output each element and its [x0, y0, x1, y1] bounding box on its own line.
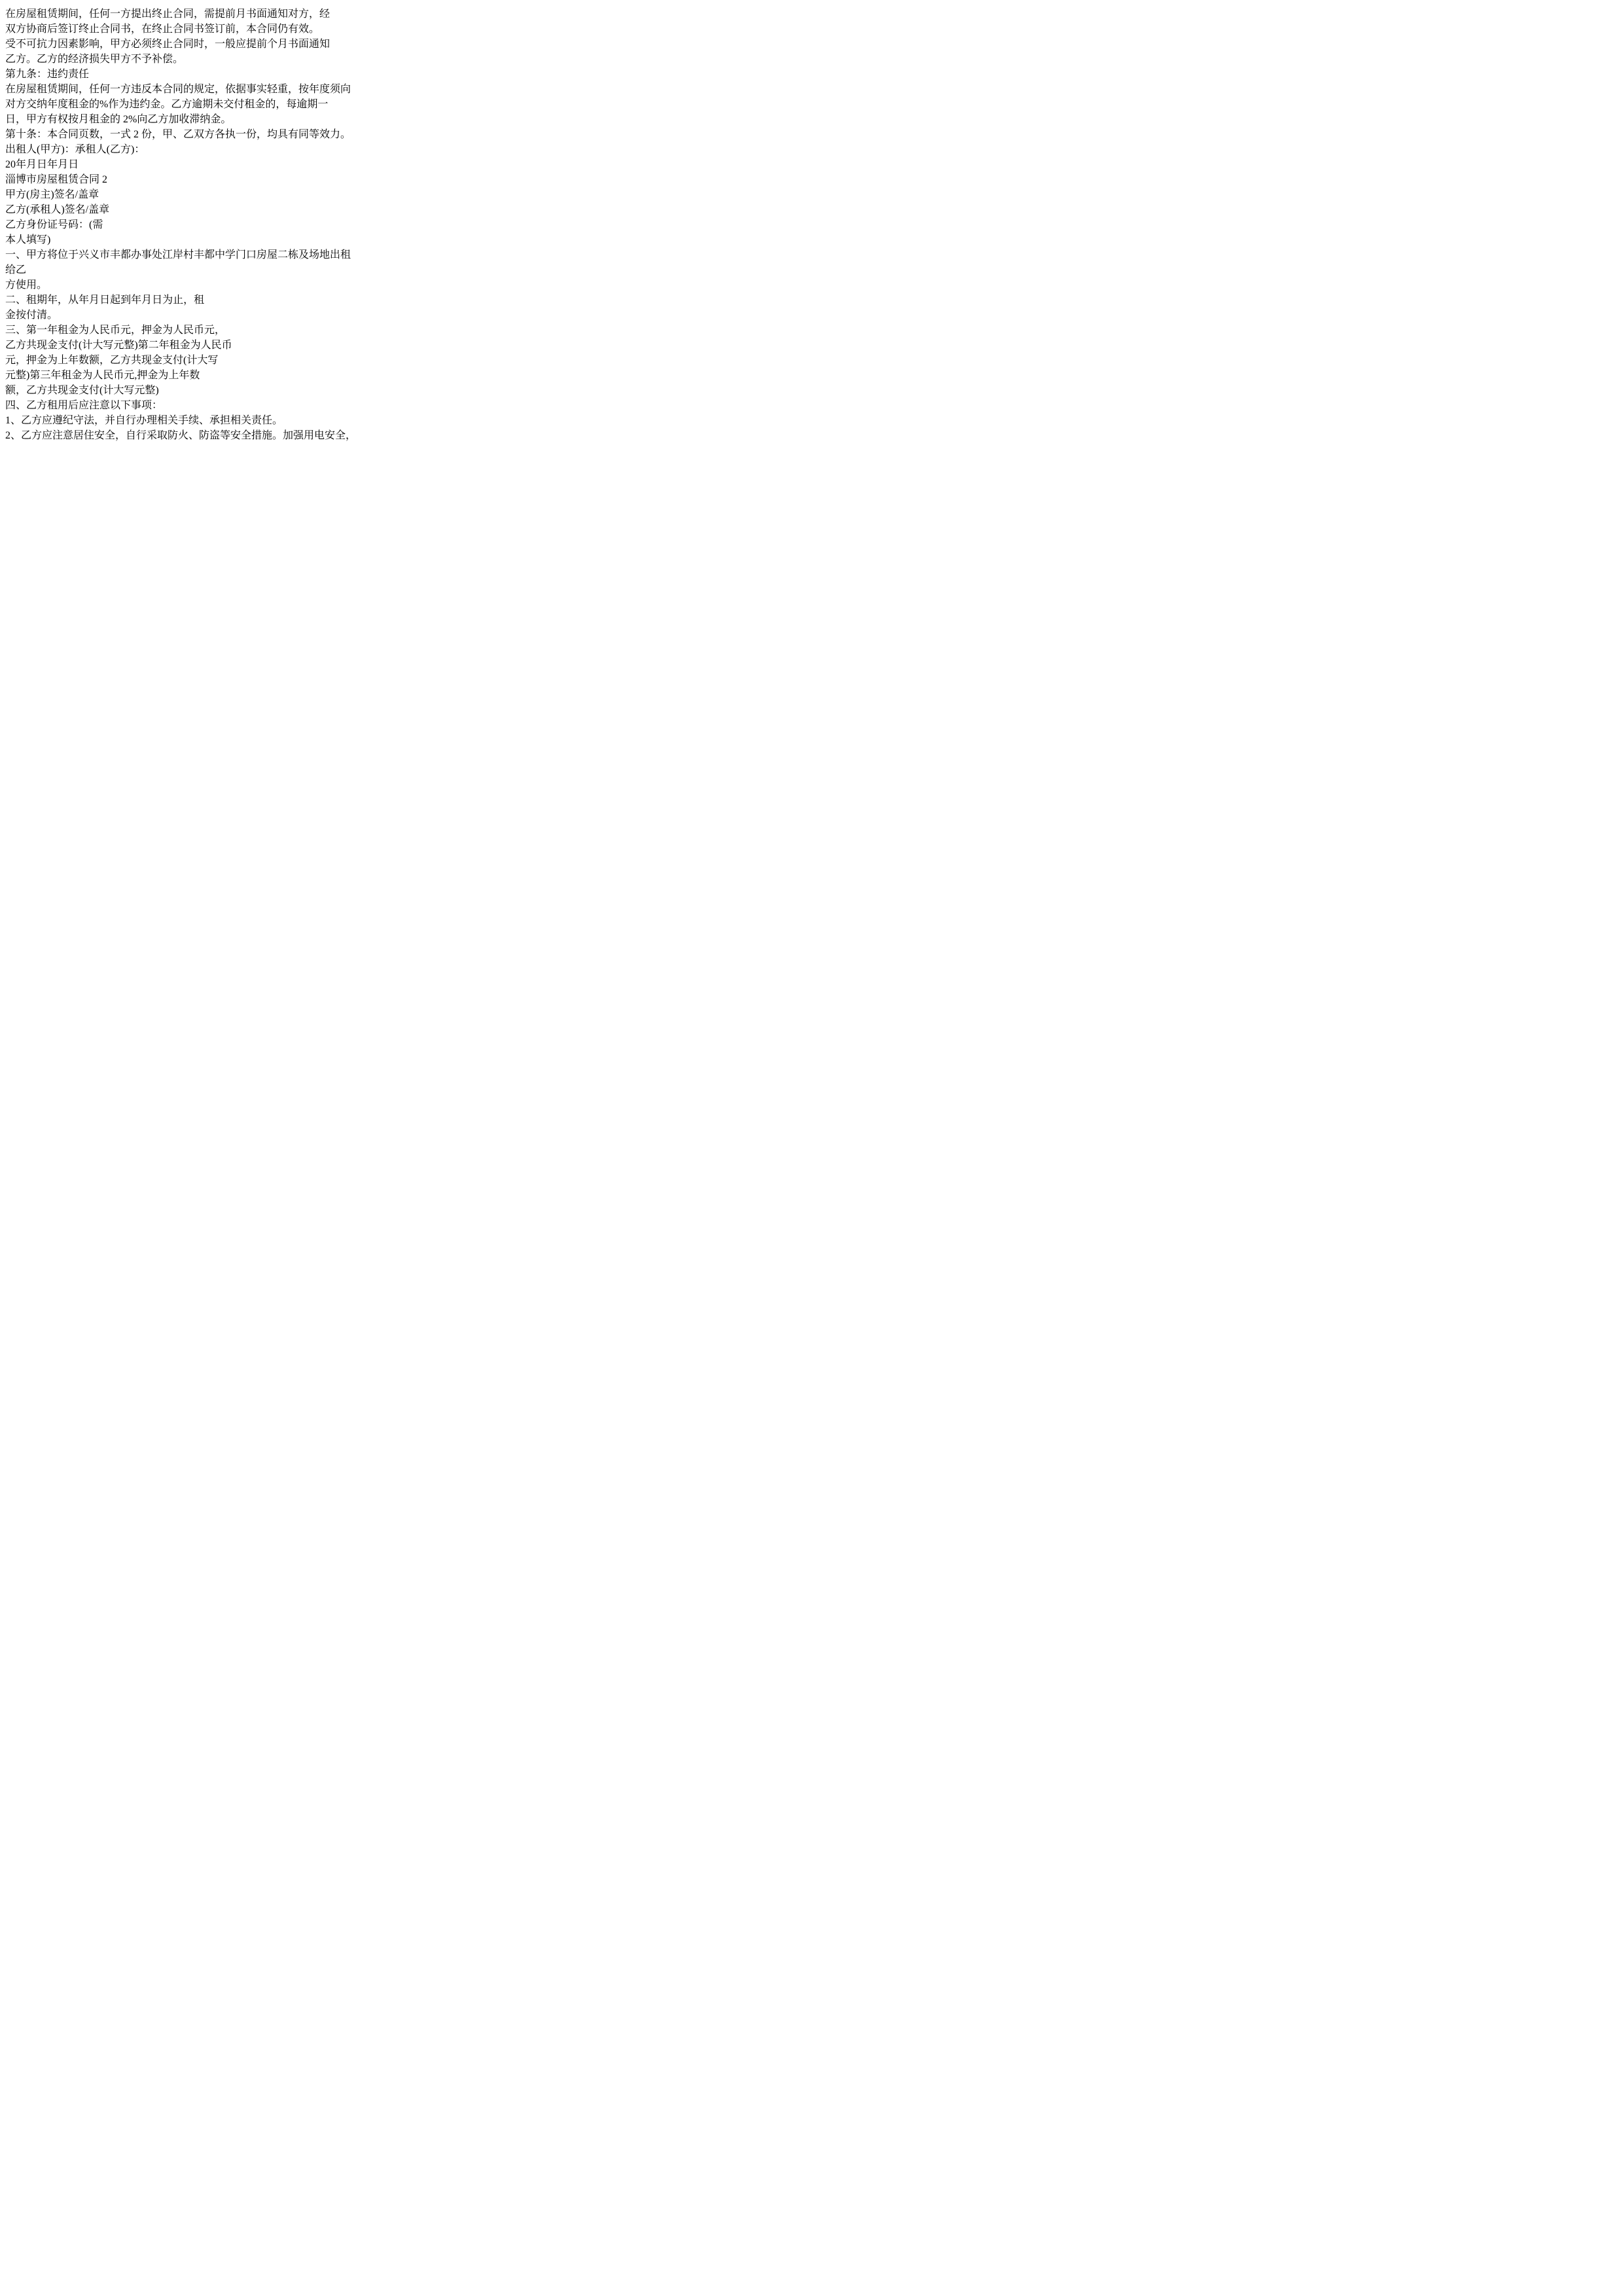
item3-line-1 [5, 321, 1618, 336]
termination-notice-line [5, 5, 1618, 20]
text: 日为止，租 [152, 295, 205, 306]
article10: 第十条：本合同页数，一式 2 份，甲、乙双方各执一份，均具有同等效力。 [5, 129, 351, 140]
id-number-line [5, 216, 1618, 231]
text: 年，从 [47, 295, 79, 306]
text: 日 [37, 159, 48, 170]
force-majeure-line-2: 乙方。乙方的经济损失甲方不予补偿。 [5, 54, 184, 65]
item2-line [5, 291, 1618, 306]
text: 月 [58, 159, 69, 170]
text: 在房屋租赁期间，任何一方提出终止合同，需提前 [5, 9, 236, 20]
contract2-title: 淄博市房屋租赁合同 2 [5, 174, 108, 185]
text: 元整)第二年租金为人民币 [113, 340, 232, 351]
text: 签名/盖章 [64, 204, 110, 215]
text: 日起到 [99, 295, 132, 306]
contract-page [5, 5, 1618, 442]
item3-line-5 [5, 382, 1618, 397]
item4-1: 1、乙方应遵纪守法，并自行办理相关手续、承担相关责任。 [5, 415, 283, 426]
text: 个月书面通知 [267, 39, 330, 50]
article9-line-3: 日，甲方有权按月租金的 2%向乙方加收滞纳金。 [5, 114, 232, 125]
text: 月 [141, 295, 152, 306]
text: 乙方共现金支付(计大写 [5, 340, 114, 351]
text: 日 [68, 159, 79, 170]
text: 对方交纳年度租金的 [5, 99, 100, 110]
text: 二、租期 [5, 295, 48, 306]
text: 乙方身份证号码： [5, 219, 90, 230]
party-a-line [5, 186, 1618, 201]
item1-line-3: 方使用。 [5, 279, 48, 291]
force-majeure-line [5, 35, 1618, 50]
item4-title: 四、乙方租用后应注意以下事项： [5, 400, 163, 411]
signatories: 出租人(甲方)：承租人(乙方)： [5, 144, 145, 155]
text: (需 [89, 219, 103, 230]
text: 年 [16, 159, 27, 170]
text: 三、第一年租金为人民币 [5, 325, 121, 336]
text: 元，押金为人民币 [120, 325, 205, 336]
text: 年 [47, 159, 58, 170]
text: 20 [5, 159, 16, 170]
text: 月 [89, 295, 100, 306]
item1-line-1: 一、甲方将位于兴义市丰都办事处江岸村丰都中学门口房屋二栋及场地出租 [5, 249, 351, 260]
text: 乙方(承租人) [5, 204, 65, 215]
party-b-line [5, 201, 1618, 216]
text: 元， [204, 325, 226, 336]
text: 受不可抗力因素影响，甲方必须终止合同时，一般应提前 [5, 39, 268, 50]
text: 元整)第三年租金为人民币 [5, 370, 124, 381]
id-number-cont: 本人填写) [5, 234, 51, 245]
text: 月书面通知对方，经 [236, 9, 330, 20]
date-line [5, 156, 1618, 171]
text: 元，押金为上年数额，乙方共现金支付(计大写 [5, 355, 219, 366]
text: 月 [26, 159, 37, 170]
item2-line-2: 金按付清。 [5, 310, 58, 321]
text: 元整) [134, 385, 159, 396]
item3-line-4 [5, 367, 1618, 382]
item4-2: 2、乙方应注意居住安全，自行采取防火、防盗等安全措施。加强用电安全， [5, 430, 357, 441]
text: 额，乙方共现金支付(计大写 [5, 385, 135, 396]
text: 年 [79, 295, 90, 306]
article9-title: 第九条：违约责任 [5, 69, 90, 80]
item1-line-2: 给乙 [5, 264, 27, 276]
termination-notice-line-2: 双方协商后签订终止合同书，在终止合同书签订前，本合同仍有效。 [5, 24, 320, 35]
text: 签名/盖章 [54, 189, 99, 200]
article9-line-2 [5, 96, 1618, 111]
item3-line-2 [5, 336, 1618, 351]
text: 甲方(房主) [5, 189, 54, 200]
text: %作为违约金。乙方逾期未交付租金的，每逾期一 [99, 99, 329, 110]
text: 元,押金为上年数 [124, 370, 200, 381]
item3-line-3 [5, 351, 1618, 367]
article9-line-1: 在房屋租赁期间，任何一方违反本合同的规定，依据事实轻重，按年度须向 [5, 84, 351, 95]
text: 年 [131, 295, 142, 306]
